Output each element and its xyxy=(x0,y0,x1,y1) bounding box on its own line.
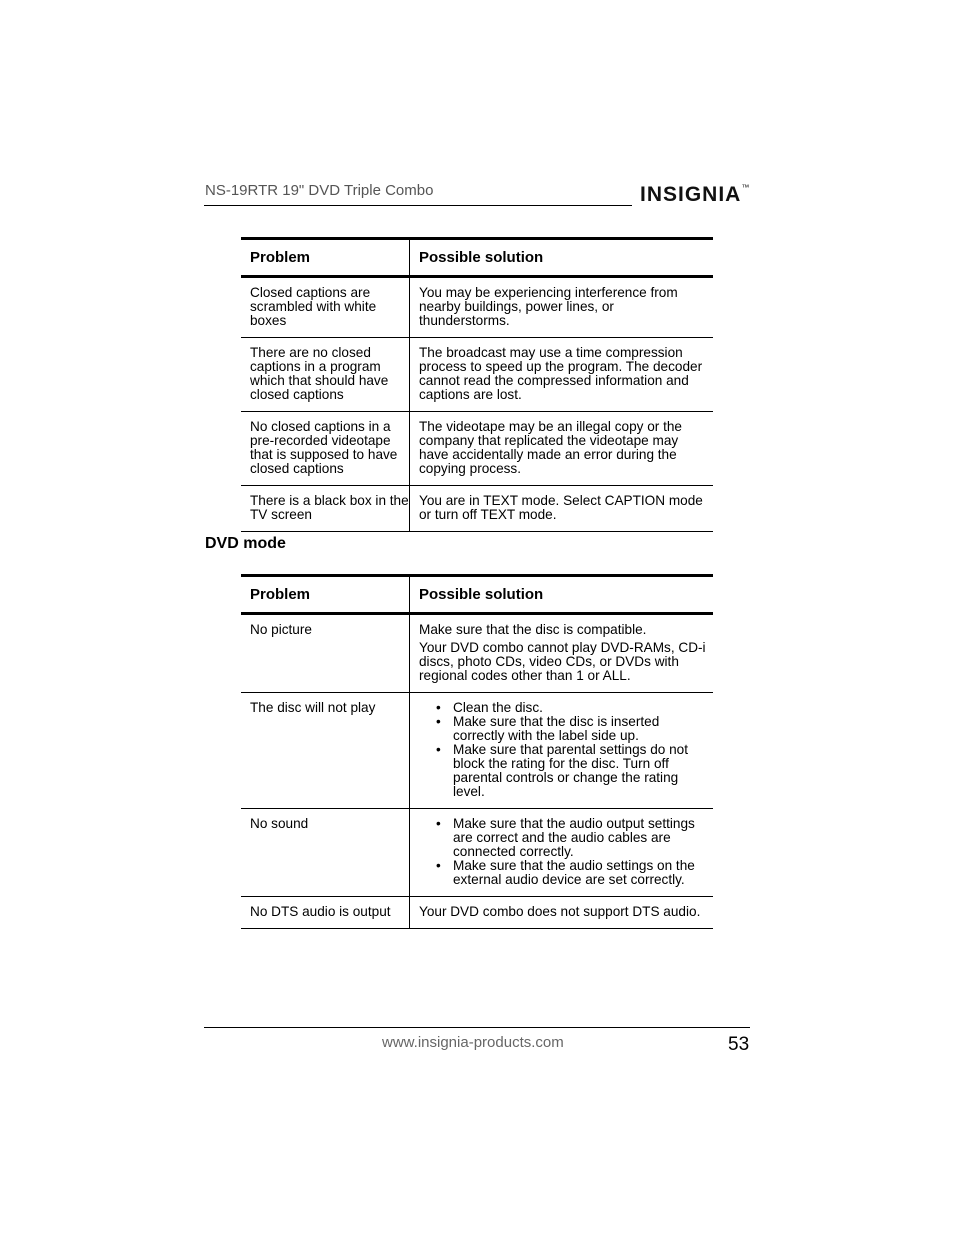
problem-cell: No closed captions in a pre-recorded videotape that is supposed to have closed captions xyxy=(241,412,410,486)
table-row xyxy=(241,412,713,486)
document-header-title: NS-19RTR 19" DVD Triple Combo xyxy=(205,182,434,199)
section-heading-dvd-mode: DVD mode xyxy=(205,535,286,552)
solution-cell xyxy=(410,693,714,809)
problem-cell: No sound xyxy=(241,809,410,897)
list-item: • Make sure that the audio settings on the external audio device are set correctly. xyxy=(419,859,707,887)
column-header-problem: Problem xyxy=(241,576,410,614)
problem-cell: The disc will not play xyxy=(241,693,410,809)
column-header-problem: Problem xyxy=(241,239,410,277)
brand-name: INSIGNIA xyxy=(640,183,742,206)
solution-cell xyxy=(410,809,714,897)
solution-cell xyxy=(410,614,714,693)
solution-text: Your DVD combo cannot play DVD-RAMs, CD-i discs, photo CDs, video CDs, or DVDs with regional codes other than 1 or ALL. xyxy=(419,640,706,683)
trademark-symbol: ™ xyxy=(741,183,751,192)
table-header-row xyxy=(241,239,713,277)
closed-caption-troubleshooting-table xyxy=(241,237,713,532)
list-item: • Make sure that the audio output settings are correct and the audio cables are connected correctly. xyxy=(419,817,707,859)
list-item: • Make sure that parental settings do not block the rating for the disc. Turn off parental controls or change the rating level. xyxy=(419,743,707,799)
problem-cell: No DTS audio is output xyxy=(241,897,410,929)
table-row xyxy=(241,809,713,897)
list-item: • Make sure that the disc is inserted correctly with the label side up. xyxy=(419,715,707,743)
table-row xyxy=(241,486,713,532)
column-header-solution: Possible solution xyxy=(410,239,714,277)
list-item: • Clean the disc. xyxy=(419,701,707,715)
solution-cell: Your DVD combo does not support DTS audio. xyxy=(410,897,714,929)
solution-text: Make sure that the disc is compatible. xyxy=(419,622,647,637)
problem-cell: There is a black box in the TV screen xyxy=(241,486,410,532)
solution-bullet-list xyxy=(419,701,707,799)
column-header-solution: Possible solution xyxy=(410,576,714,614)
solution-cell: You may be experiencing interference from nearby buildings, power lines, or thunderstorms. xyxy=(410,277,714,338)
insignia-logo xyxy=(640,183,750,207)
table-header-row xyxy=(241,576,713,614)
page-number: 53 xyxy=(728,1034,750,1055)
solution-bullet-list xyxy=(419,817,707,887)
header-rule xyxy=(204,205,632,206)
problem-cell: Closed captions are scrambled with white boxes xyxy=(241,277,410,338)
solution-cell: The videotape may be an illegal copy or the company that replicated the videotape may have accidentally made an error during the copying process. xyxy=(410,412,714,486)
problem-cell: There are no closed captions in a program which that should have closed captions xyxy=(241,338,410,412)
table-row xyxy=(241,897,713,929)
dvd-mode-troubleshooting-table xyxy=(241,574,713,929)
footer-rule xyxy=(204,1027,750,1028)
table-row xyxy=(241,693,713,809)
problem-cell: No picture xyxy=(241,614,410,693)
table-row xyxy=(241,614,713,693)
solution-cell: You are in TEXT mode. Select CAPTION mode or turn off TEXT mode. xyxy=(410,486,714,532)
footer-website-url: www.insignia-products.com xyxy=(382,1034,564,1051)
solution-cell: The broadcast may use a time compression process to speed up the program. The decoder cannot read the compressed information and captions are lost. xyxy=(410,338,714,412)
table-row xyxy=(241,338,713,412)
table-row xyxy=(241,277,713,338)
